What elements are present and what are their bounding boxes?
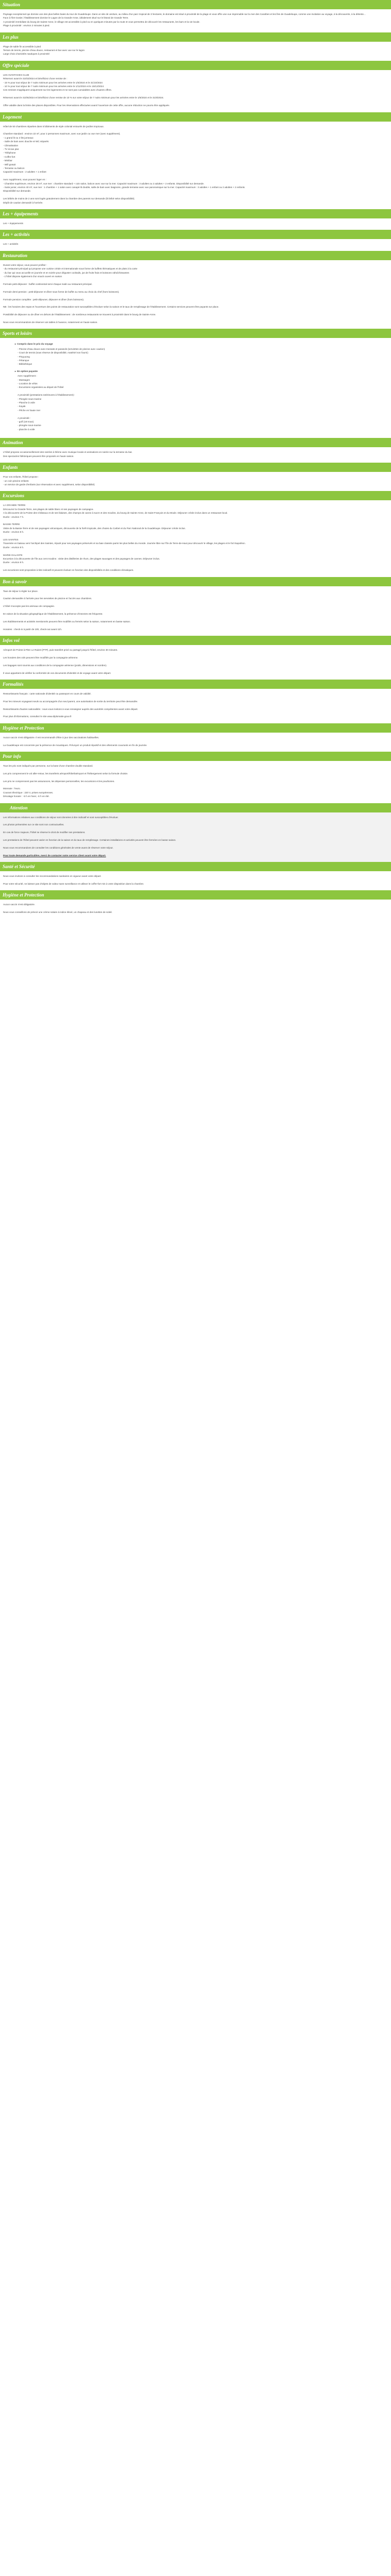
les-plus-text: Plage de sable fin accessible à pied Terrain de tennis, piscine d'eau douce, restaurant et bar avec vue sur le lagon Large choix d'activités nautiques à proximité <box>3 45 85 56</box>
section-title-offre: Offre spéciale <box>0 61 391 70</box>
section-sante-securite <box>0 871 391 890</box>
attention-title-label: Attention <box>10 805 28 810</box>
section-activites <box>0 239 391 250</box>
section-title-hygiene-protection: Hygiène et Protection <box>0 890 391 900</box>
section-title-bon-a-savoir: Bon à savoir <box>0 577 391 586</box>
section-restauration <box>0 260 391 329</box>
equipements-text: Les + équipements <box>3 222 23 225</box>
sports-included-text: - Piscine d'eau douce avec transats et parasols (serviettes de piscine avec caution) - Court de tennis (sous réserve de disponibilité, matériel non fourni) - Ping-pong - Pétanque - Bibliothèque <box>18 347 105 366</box>
sports-included <box>3 341 388 368</box>
section-title-sante-securite: Santé et Sécurité <box>0 862 391 871</box>
pour-info-text: Tous les prix sont indiqués par personne, sur la base d'une chambre double standard. Les prix comprennent le vol aller-retour, les transferts aéroport/hôtel/aéroport et l'hébergement selon la formule choisie. Les prix ne comprennent pas les assurances, les dépenses personnelles, les excursions et les pourboires. Monnaie : l'euro. Courant électrique : 220 V, prises européennes. Décalage horaire : -5 h en hiver, -6 h en été. <box>3 765 128 798</box>
section-title-sports: Sports et loisirs <box>0 329 391 338</box>
section-title-infos-vol: Infos vol <box>0 636 391 645</box>
attention-disclaimer: Pour toute demande particulière, merci de contacter notre service client avant votre départ. <box>3 854 106 857</box>
section-title-les-plus: Les plus <box>0 32 391 42</box>
section-animation <box>0 447 391 463</box>
offre-text: LES AVANTAGES CLUB Réservez avant le 31/03/2024 et bénéficiez d'une remise de : - 15 % pour tout séjour de 7 nuits minimum pour les arrivées entre le 1/5/2024 et le 31/10/2024 - 10 % pour tout séjour de 7 nuits minimum pour les arrivées entre le 1/11/2024 et le 15/12/2024 Ces remises s'appliquent uniquement sur les logements et ne sont pas cumulables avec d'autres offres. Réservez avant le 31/05/2024 et bénéficiez d'une remise de 10 % sur votre séjour de 7 nuits minimum pour les arrivées entre le 1/6/2024 et le 31/8/2024. Offre valable dans la limite des places disponibles. Pour les réservations effectuées avant l'ouverture de cette offre, aucune réduction ne pourra être appliquée. <box>3 73 170 107</box>
excursions-text: LA GRANDE-TERRE Découvrez la Grande-Terre, ses plages de sable blanc et ses paysages de campagne. A la découverte de la Pointe des Châteaux et de ses falaises, des champs de canne à sucre et des moulins, du bourg de Sainte-Anne, de Saint-François et du Moule. Déjeuner créole inclus dans un restaurant local. Durée : environ 7 h. BASSE-TERRE Visite de la Basse-Terre et de ses paysages volcaniques, découverte de la forêt tropicale, des chutes du Carbet et du Parc National de la Guadeloupe. Déjeuner créole inclus. Durée : environ 8 h. LES SAINTES Traversée en bateau vers l'archipel des Saintes, réputé pour ses paysages préservés et sa baie classée parmi les plus belles du monde. Journée libre sur l'île de Terre-de-Haut pour découvrir le village, les plages et le fort Napoléon. Durée : environ 9 h. MARIE-GALANTE Excursion à la découverte de l'île aux cent moulins : visite des distilleries de rhum, des plages sauvages et des paysages de cannes. Déjeuner inclus. Durée : environ 9 h. Les excursions sont proposées à titre indicatif et peuvent évoluer en fonction des disponibilités et des conditions climatiques. <box>3 504 246 572</box>
section-offre <box>0 70 391 112</box>
section-title-animation: Animation <box>0 438 391 447</box>
section-pour-info <box>0 761 391 803</box>
section-hygiene <box>0 733 391 752</box>
sports-included-head: ► Compris dans le prix du voyage <box>14 342 373 346</box>
section-sports <box>0 338 391 438</box>
section-attention <box>0 812 391 862</box>
section-title-enfants: Enfants <box>0 463 391 472</box>
situation-text: Paysage exceptionnel qui domine une des plus belles baies du tour de Guadeloupe. Dans un site de verdure, au milieu d'un parc tropical de 3 hectares, le domaine est situé à proximité de la plage et vous offre une vue imprenable sur la mer des Caraïbes et les îles de Guadeloupe, comme une invitation au voyage, à la découverte, à la détente... Face à l'ilet Gosier, l'établissement domine le Lagon de la Grande-Anse, idéalement situé sur le littoral de Grande Terre. A proximité immédiate du bourg de Sainte-Anne, le village est accessible à pied ou en quelques minutes par la route et vous permettra de découvrir les restaurants, les bars et la vie locale. Plage à proximité : environ 2 minutes à pied. <box>3 13 366 27</box>
section-infos-vol <box>0 645 391 680</box>
section-title-hygiene: Hygiène et Protection <box>0 723 391 733</box>
section-formalites <box>0 689 391 723</box>
hygiene-text: Aucun vaccin n'est obligatoire. Il est recommandé d'être à jour des vaccinations habituelles. La Guadeloupe est concernée par la présence de moustiques. Prévoyez un produit répulsif et des vêtements couvrants en fin de journée. <box>3 736 148 747</box>
sports-paid <box>3 368 388 434</box>
restauration-text: Durant votre séjour, vous pouvez profiter : - du restaurant principal qui propose une cuisine créole et internationale sous forme de buffets thématiques et de plats à la carte - du bar qui vous accueille en journée et en soirée pour déguster cocktails, jus de fruits frais et boissons rafraîchissantes - L'hôtel dispose également d'un snack ouvert en saison Formule petit-déjeuner : buffet continental servi chaque matin au restaurant principal. Formule demi-pension : petit-déjeuner et dîner sous forme de buffet ou menu au choix du chef (hors boissons). Formule pension complète : petit-déjeuner, déjeuner et dîner (hors boissons). NB : les horaires des repas et l'ouverture des points de restauration sont susceptibles d'évoluer selon la saison et le taux de remplissage de l'établissement. Certains services peuvent être payants sur place. Possibilité de déjeuner ou de dîner en dehors de l'établissement : de nombreux restaurants se trouvent à proximité dans le bourg de Sainte-Anne. Nous vous recommandons de réserver vos tables à l'avance, notamment en haute saison. <box>3 263 219 324</box>
section-hygiene-protection <box>0 900 391 919</box>
section-title-excursions: Excursions <box>0 491 391 500</box>
formalites-text: Ressortissants français : carte nationale d'identité ou passeport en cours de validité. Pour les mineurs voyageant seuls ou accompagnés d'un seul parent, une autorisation de sortie du territoire peut être demandée. Ressortissants d'autres nationalités : nous vous invitons à vous renseigner auprès des autorités compétentes avant votre départ. Pour plus d'informations, consultez le site www.diplomatie.gouv.fr <box>3 692 138 718</box>
section-title-situation: Situation <box>0 0 391 9</box>
warning-icon <box>3 806 8 810</box>
sante-securite-text: Nous vous invitons à consulter les recommandations sanitaires en vigueur avant votre départ. Pour votre sécurité, ne laissez pas d'objets de valeur sans surveillance et utilisez le coffre-fort mis à votre disposition dans la chambre. <box>3 875 144 885</box>
section-equipements <box>0 218 391 230</box>
sports-paid-text: Avec supplément : - Massages - Location de vélos - Excursions organisées au départ de l'hôtel A proximité (prestations extérieures à l'établissement) : - Plongée sous-marine - Planche à voile - Kayak - Pêche en haute mer A proximité : - golf (18 trous) - plongée sous-marine - planche à voile <box>18 375 75 431</box>
section-title-activites: Les + activités <box>0 230 391 239</box>
section-situation <box>0 9 391 32</box>
bon-a-savoir-text: Taxe de séjour à régler sur place. Caution demandée à l'arrivée pour les serviettes de piscine et l'accès aux chambres. L'hôtel n'accepte pas les animaux de compagnie. En raison de la situation géographique de l'établissement, la présence d'insectes est fréquente. Les établissements et activités mentionnés peuvent être modifiés ou fermés selon la saison, notamment en basse saison. Horaires : check-in à partir de 15h, check-out avant 11h. <box>3 589 131 631</box>
section-title-logement: Logement <box>0 112 391 122</box>
section-title-attention <box>0 803 391 812</box>
sports-paid-head: ► En option payante <box>14 369 373 373</box>
infos-vol-text: Aéroport de Pointe-à-Pitre Le Raizet (PTP), puis transfert privé ou partagé jusqu'à l'hôtel, environ 30 minutes. Les horaires des vols peuvent être modifiés par la compagnie aérienne. Les bagages sont soumis aux conditions de la compagnie aérienne (poids, dimensions et nombre). Il vous appartient de vérifier la conformité de vos documents d'identité et de voyage avant votre départ. <box>3 649 118 674</box>
section-bon-a-savoir <box>0 586 391 636</box>
section-title-formalites: Formalités <box>0 680 391 689</box>
logement-text: Hôtel de 50 chambres réparties dans 5 bâtiments de style colonial entourés de jardins tropicaux. Chambre standard : environ 22 m², pour 2 personnes maximum, avec vue jardin ou vue mer (avec supplément). - 1 grand lit ou 2 lits jumeaux - Salle de bain avec douche et WC séparés - Climatisation - TV écran plat - Téléphone - Coffre-fort - Minibar - Wifi gratuit - Terrasse ou balcon Capacité maximum : 2 adultes + 1 enfant Avec supplément, vous pouvez loger en : - Chambre supérieure, environ 28 m², vue mer : chambre standard + coin salon, balcon avec vue sur la mer. Capacité maximum : 3 adultes ou 2 adultes + 2 enfants. Disponibilité sur demande. - Suite junior, environ 40 m², vue mer : 1 chambre + 1 salon avec canapé-lit double, salle de bain avec baignoire, grande terrasse avec vue panoramique sur la mer. Capacité maximum : 3 adultes + 1 enfant ou 2 adultes + 2 enfants. Disponibilité sur demande. Les bébés de moins de 2 ans sont logés gratuitement dans la chambre des parents sur demande (lit bébé selon disponibilité). Dépôt de caution demandé à l'arrivée. <box>3 125 246 204</box>
hotel-description-page <box>0 0 391 919</box>
section-title-restauration: Restauration <box>0 251 391 260</box>
activites-text: Les + activités <box>3 243 19 246</box>
section-les-plus <box>0 42 391 61</box>
section-title-pour-info: Pour info <box>0 752 391 761</box>
section-title-equipements: Les + équipements <box>0 209 391 218</box>
section-excursions <box>0 500 391 577</box>
section-enfants <box>0 472 391 491</box>
enfants-text: Pour vos enfants, l'hôtel propose : - un coin piscine enfants - un service de garde d'enfants (sur réservation et avec supplément, selon disponibilité) <box>3 476 95 486</box>
section-logement <box>0 122 391 210</box>
hygiene-protection-text: Aucun vaccin n'est obligatoire. Nous vous conseillons de prévoir une crème solaire à indice élevé, un chapeau et des lunettes de soleil. <box>3 903 112 914</box>
attention-text: Les informations relatives aux conditions de séjour sont données à titre indicatif et sont susceptibles d'évoluer. Les photos présentées sur ce site sont non contractuelles. En cas de force majeure, l'hôtel se réserve le droit de modifier ses prestations. Les prestations de l'hôtel peuvent varier en fonction de la saison et du taux de remplissage. Certaines installations et activités peuvent être fermées en basse saison. Nous vous recommandons de consulter les conditions générales de vente avant de réserver votre séjour. <box>3 816 176 849</box>
animation-text: L'hôtel propose occasionnellement des soirées à thème avec musique locale et animations en soirée sur la terrasse du bar. Des spectacles folkloriques peuvent être proposés en haute saison. <box>3 451 133 457</box>
